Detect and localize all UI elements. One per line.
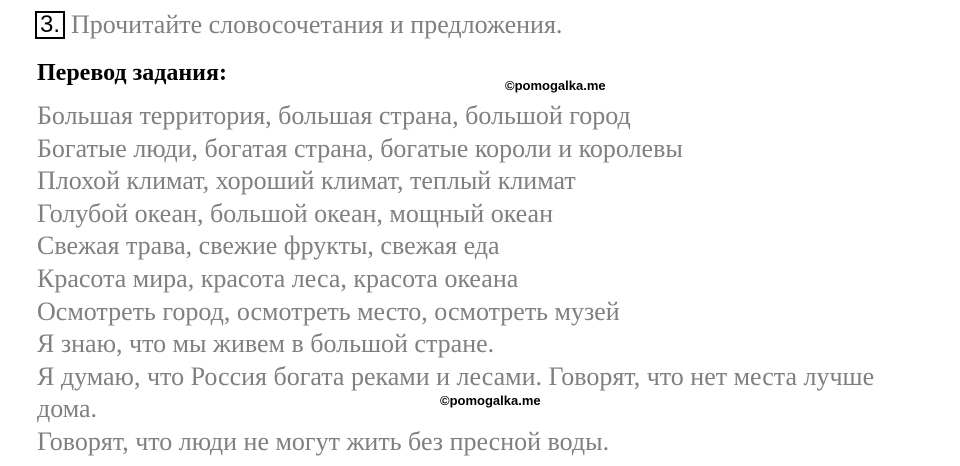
- watermark-top: ©pomogalka.me: [505, 78, 606, 93]
- text-line: Красота мира, красота леса, красота океана: [37, 263, 519, 293]
- task-number-box: 3.: [35, 11, 65, 39]
- text-line: Плохой климат, хороший климат, теплый климат: [37, 166, 576, 196]
- text-line: Свежая трава, свежие фрукты, свежая еда: [37, 231, 500, 261]
- text-line: Я знаю, что мы живем в большой стране.: [37, 329, 495, 359]
- text-line: Голубой океан, большой океан, мощный океан: [37, 198, 553, 228]
- text-line: Большая территория, большая страна, большой город: [37, 101, 631, 130]
- text-line: Богатые люди, богатая страна, богатые короли и королевы: [37, 133, 683, 163]
- text-line: Я думаю, что Россия богата реками и лесами. Говорят, что нет места лучше: [37, 361, 875, 391]
- text-line: Говорят, что люди не могут жить без пресной воды.: [37, 426, 610, 456]
- task-header: [35, 8, 562, 42]
- task-title: Прочитайте словосочетания и предложения.: [71, 10, 563, 39]
- text-line: Осмотреть город, осмотреть место, осмотреть музей: [37, 296, 620, 326]
- text-line: дома.: [37, 394, 98, 424]
- translation-heading: Перевод задания:: [37, 60, 227, 86]
- watermark-bottom: ©pomogalka.me: [440, 393, 541, 408]
